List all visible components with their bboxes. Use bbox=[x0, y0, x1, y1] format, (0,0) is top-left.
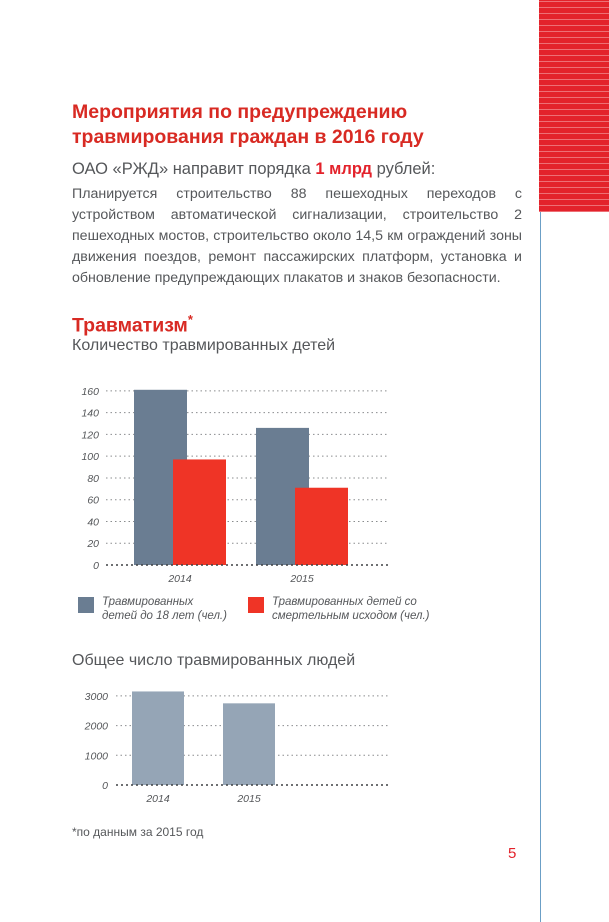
y-tick-label: 1000 bbox=[84, 750, 108, 763]
intro-amount: 1 млрд bbox=[315, 160, 373, 178]
funding-intro bbox=[72, 160, 522, 179]
y-tick-label: 0 bbox=[93, 560, 99, 572]
y-tick-label: 3000 bbox=[84, 690, 108, 703]
page-number: 5 bbox=[508, 845, 517, 862]
x-tick-label: 2015 bbox=[237, 793, 261, 805]
y-tick-label: 0 bbox=[102, 780, 108, 792]
children-injuries-chart bbox=[70, 380, 390, 590]
heading-line-2: травмирования граждан в 2016 году bbox=[72, 126, 424, 148]
y-tick-label: 160 bbox=[81, 385, 99, 398]
bar-2015-series-1 bbox=[223, 703, 275, 785]
intro-suffix: рублей: bbox=[376, 160, 436, 178]
footnote-mark: * bbox=[187, 312, 193, 327]
section-title-text: Травматизм bbox=[72, 314, 188, 337]
heading-line-1: Мероприятия по предупреждению bbox=[72, 101, 408, 123]
footnote: *по данным за 2015 год bbox=[72, 825, 204, 839]
y-tick-label: 100 bbox=[81, 451, 99, 464]
y-tick-label: 2000 bbox=[84, 720, 108, 733]
legend-swatch-red bbox=[248, 597, 264, 613]
page-heading bbox=[72, 100, 512, 150]
y-tick-label: 80 bbox=[87, 472, 99, 485]
margin-line bbox=[540, 212, 541, 922]
legend-item-children bbox=[78, 595, 227, 623]
y-tick-label: 140 bbox=[81, 407, 99, 420]
x-tick-label: 2014 bbox=[168, 573, 192, 585]
legend-item-fatal bbox=[248, 595, 429, 623]
bar-2015-series-2 bbox=[295, 488, 348, 565]
chart1-title: Количество травмированных детей bbox=[72, 337, 336, 354]
legend-1-line-2: детей до 18 лет (чел.) bbox=[102, 610, 227, 622]
bar-2014-series-1 bbox=[132, 691, 184, 785]
legend-swatch-grey bbox=[78, 597, 94, 613]
y-tick-label: 40 bbox=[87, 516, 99, 529]
x-tick-label: 2015 bbox=[290, 573, 314, 585]
section-title bbox=[72, 312, 193, 338]
x-tick-label: 2014 bbox=[146, 793, 170, 805]
y-tick-label: 120 bbox=[81, 429, 99, 442]
bar-2014-series-2 bbox=[173, 459, 226, 565]
total-injuries-chart bbox=[70, 685, 390, 810]
y-tick-label: 60 bbox=[87, 494, 99, 507]
legend-2-line-1: Травмированных детей со bbox=[272, 596, 417, 608]
chart2-title: Общее число травмированных людей bbox=[72, 652, 356, 669]
intro-prefix: ОАО «РЖД» направит порядка bbox=[72, 160, 311, 178]
legend-1-line-1: Травмированных bbox=[102, 596, 194, 608]
legend-2-line-2: смертельным исходом (чел.) bbox=[272, 610, 430, 622]
measures-paragraph: Планируется строительство 88 пешеходных переходов с устройством автоматической сигнализации, строительство 2 пешеходных мостов, строительство около 14,5 км ограждений зоны движения поездов, ремонт пассажирских платформ, установка и обновление предупреждающих плакатов и знаков безопасности. bbox=[72, 186, 522, 286]
decorative-red-block bbox=[539, 0, 609, 212]
y-tick-label: 20 bbox=[87, 538, 99, 551]
